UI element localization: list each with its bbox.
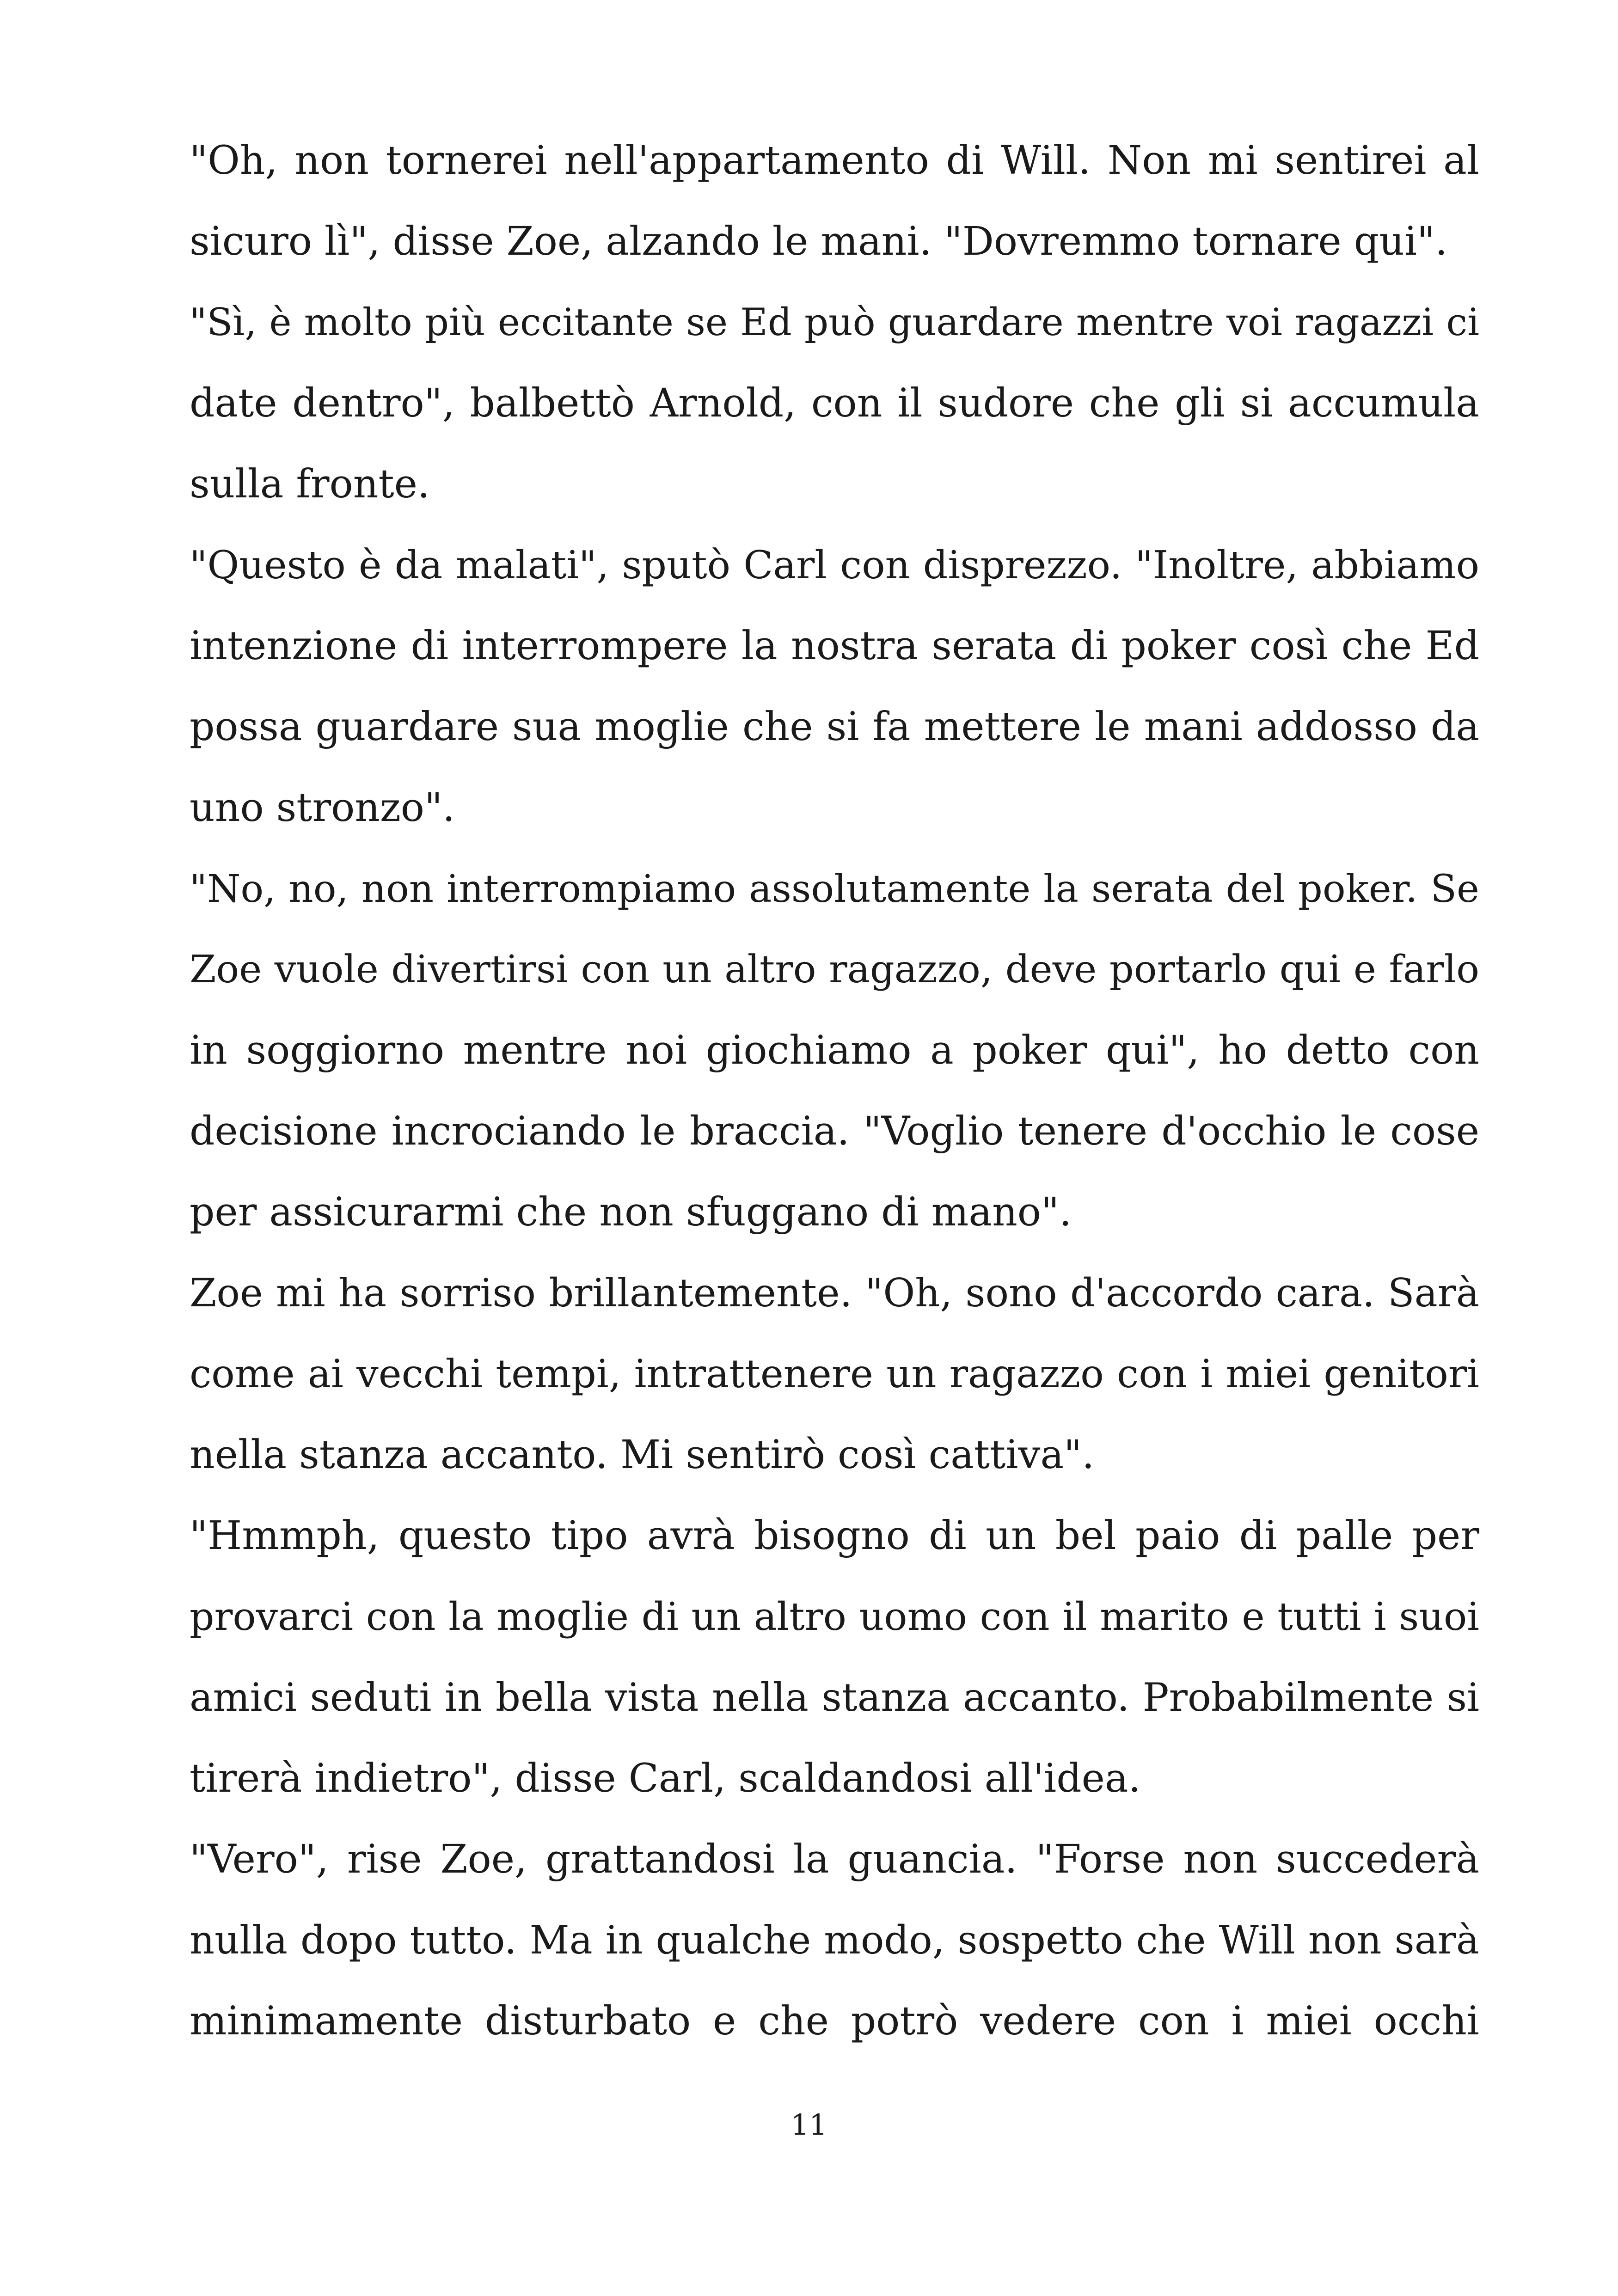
text-line: "Oh, non tornerei nell'appartamento di Will. Non mi sentirei al: [190, 138, 1479, 184]
text-line: "Vero", rise Zoe, grattandosi la guancia. "Forse non succederà: [190, 1837, 1479, 1882]
text-line: come ai vecchi tempi, intrattenere un ragazzo con i miei genitori: [190, 1351, 1479, 1396]
text-line: Zoe vuole divertirsi con un altro ragazzo, deve portarlo qui e farlo: [190, 947, 1479, 992]
body-text: [190, 120, 1479, 2062]
text-line: nella stanza accanto. Mi sentirò così cattiva".: [190, 1432, 1095, 1478]
text-line: nulla dopo tutto. Ma in qualche modo, sospetto che Will non sarà: [190, 1917, 1479, 1963]
text-line: sicuro lì", disse Zoe, alzando le mani. "Dovremmo tornare qui".: [190, 219, 1448, 264]
text-line: provarci con la moglie di un altro uomo con il marito e tutti i suoi: [190, 1594, 1479, 1639]
text-line: amici seduti in bella vista nella stanza accanto. Probabilmente si: [190, 1675, 1479, 1720]
text-line: "No, no, non interrompiamo assolutamente la serata del poker. Se: [190, 866, 1479, 911]
text-line: "Questo è da malati", sputò Carl con disprezzo. "Inoltre, abbiamo: [190, 542, 1479, 588]
text-line: per assicurarmi che non sfuggano di mano".: [190, 1189, 1072, 1235]
text-line: sulla fronte.: [190, 461, 430, 507]
text-line: Zoe mi ha sorriso brillantemente. "Oh, sono d'accordo cara. Sarà: [190, 1270, 1479, 1316]
text-line: "Sì, è molto più eccitante se Ed può guardare mentre voi ragazzi ci: [190, 300, 1479, 344]
text-line: uno stronzo".: [190, 785, 455, 831]
text-line: date dentro", balbettò Arnold, con il sudore che gli si accumula: [190, 380, 1479, 426]
text-line: tirerà indietro", disse Carl, scaldandosi all'idea.: [190, 1756, 1141, 1801]
text-line: minimamente disturbato e che potrò vedere con i miei occhi: [190, 1998, 1479, 2044]
text-line: intenzione di interrompere la nostra serata di poker così che Ed: [190, 623, 1479, 669]
text-line: possa guardare sua moglie che si fa mettere le mani addosso da: [190, 704, 1479, 750]
text-line: "Hmmph, questo tipo avrà bisogno di un bel paio di palle per: [190, 1513, 1479, 1559]
page-number: 11: [791, 2108, 827, 2142]
text-line: decisione incrociando le braccia. "Voglio tenere d'occhio le cose: [190, 1108, 1479, 1154]
text-line: in soggiorno mentre noi giochiamo a poker qui", ho detto con: [190, 1028, 1479, 1073]
